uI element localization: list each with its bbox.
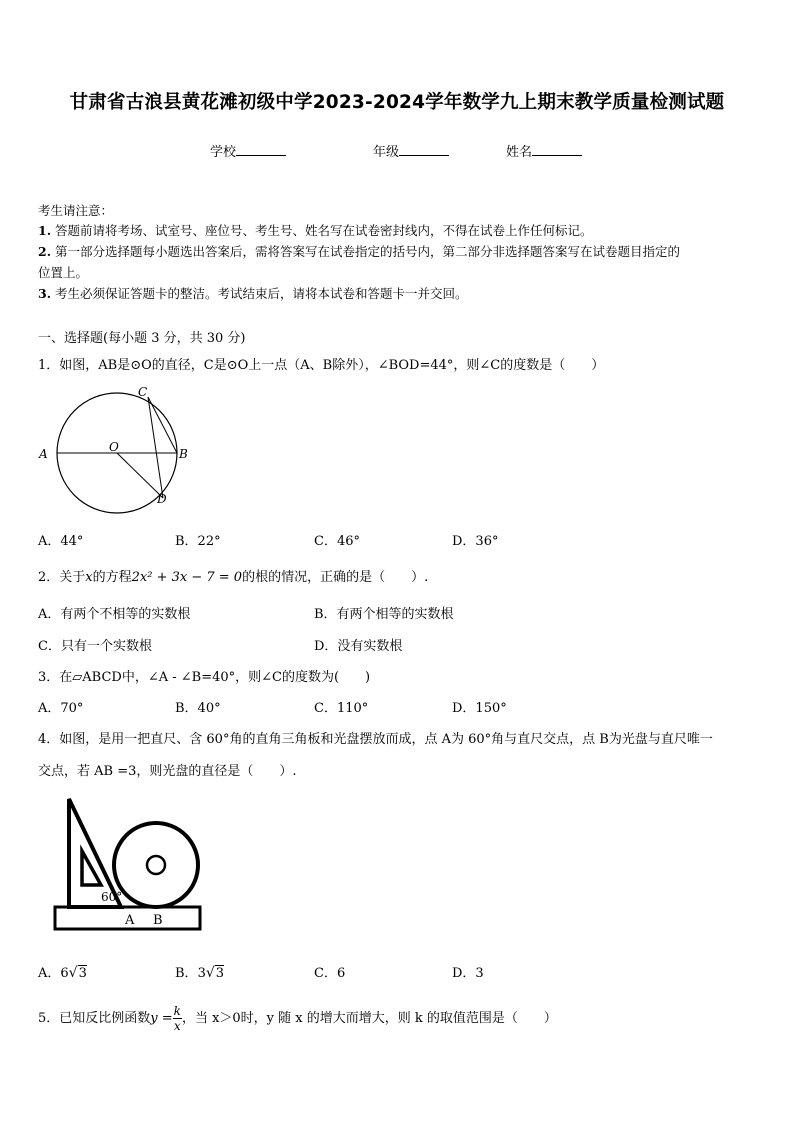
q1-circle-figure [35,380,205,515]
q4-option-b-radicand: 3 [215,966,225,981]
q4-option-a-radicand: 3 [78,966,87,981]
notice-text-1: 答题前请将考场、试室号、座位号、考生号、姓名写在试卷密封线内，不得在试卷上作任何标记。 [55,223,593,238]
q5-fraction [173,1004,182,1033]
label-60: 60° [101,890,123,904]
notice-num-1: 1. [38,223,52,238]
name-label: 姓名 [506,145,533,160]
q2-text-mid: 的方程 [92,570,132,585]
label-d: D [157,492,167,506]
label-c: C [138,385,148,399]
q1-text: 1．如图，AB是⊙O的直径，C是⊙O上一点（A、B除外），∠BOD=44°，则∠C的度数是（ ） [38,358,605,373]
q4-text-line1: 4．如图，是用一把直尺、含 60°角的直角三角板和光盘摆放而成，点 A为 60°角与直尺交点，点 B为光盘与直尺唯一 [38,732,713,747]
q3-option-c[interactable]: C．110° [314,701,369,716]
q4-option-a-coef: 6 [60,966,69,981]
notice-text-2: 第一部分选择题每小题选出答案后，需将答案写在试卷指定的括号内，第二部分非选择题答案写在试卷题目指定的 [55,244,681,259]
notice-heading: 考生请注意： [38,203,114,218]
notice-item-2 [38,242,680,263]
q5-text-post: ，当 x＞0时，y 随 x 的增大而增大，则 k 的取值范围是（ ） [181,1011,557,1026]
school-label: 学校 [210,145,237,160]
q5-func-lhs: y = [150,1011,173,1026]
q2-equation: 2x² + 3x − 7 = 0 [131,570,243,585]
q4-text-line2: 交点，若 AB =3，则光盘的直径是（ ）. [38,764,297,779]
q4-option-d[interactable]: D．3 [452,966,484,981]
q4-option-b-coef: 3 [197,966,206,981]
q2-option-a[interactable]: A．有两个不相等的实数根 [38,607,191,622]
school-field[interactable] [210,141,286,160]
q2-option-c[interactable]: C．只有一个实数根 [38,639,152,654]
q5-text-pre: 5．已知反比例函数 [38,1011,151,1026]
q3-text: 3．在▱ABCD中，∠A - ∠B=40°，则∠C的度数为( ) [38,670,371,685]
name-field[interactable] [506,141,582,160]
notice-num-3: 3. [38,286,52,301]
grade-blank[interactable] [399,143,449,156]
q4-option-c[interactable]: C．6 [314,966,346,981]
q2-var-x: x [85,570,93,585]
notice-text-3: 考生必须保证答题卡的整洁。考试结束后，请将本试卷和答题卡一并交回。 [55,286,468,301]
q4-option-a-prefix: A． [38,966,61,981]
label-point-b: B [153,913,163,928]
notice-item-1 [38,221,593,242]
q1-option-a[interactable]: A．44° [38,534,84,549]
notice-item-3 [38,284,468,305]
q1-option-b[interactable]: B．22° [175,534,221,549]
q5-frac-den: x [173,1019,181,1033]
q2-text-pre: 2．关于 [38,570,86,585]
label-b: B [179,447,188,461]
q3-option-a[interactable]: A．70° [38,701,84,716]
grade-field[interactable] [373,141,449,160]
q3-option-d[interactable]: D．150° [452,701,507,716]
label-o: O [109,440,119,454]
name-blank[interactable] [532,143,582,156]
notice-num-2: 2. [38,244,52,259]
q4-option-a[interactable]: A．6√3 [38,965,87,981]
disc-hole [147,856,165,874]
q5-text [38,1004,557,1033]
q4-ruler-figure [45,795,210,935]
section-heading: 一、选择题(每小题 3 分，共 30 分) [38,331,246,346]
q4-option-b[interactable]: B．3√3 [175,965,225,981]
q2-option-d[interactable]: D．没有实数根 [314,639,403,654]
q4-option-b-prefix: B． [175,966,198,981]
q5-frac-num: k [173,1004,181,1018]
q2-text [38,566,428,585]
grade-label: 年级 [373,145,400,160]
q2-option-b[interactable]: B．有两个相等的实数根 [314,607,454,622]
q1-option-c[interactable]: C．46° [314,534,360,549]
exam-title: 甘肃省古浪县黄花滩初级中学2023-2024学年数学九上期末教学质量检测试题 [69,92,725,113]
q2-text-post: 的根的情况，正确的是（ ）. [242,570,429,585]
school-blank[interactable] [236,143,286,156]
label-point-a: A [125,913,135,928]
q3-option-b[interactable]: B．40° [175,701,221,716]
label-a: A [39,447,48,461]
q1-option-d[interactable]: D．36° [452,534,499,549]
disc-outer [114,823,198,907]
notice-item-2-cont: 位置上。 [38,265,89,280]
